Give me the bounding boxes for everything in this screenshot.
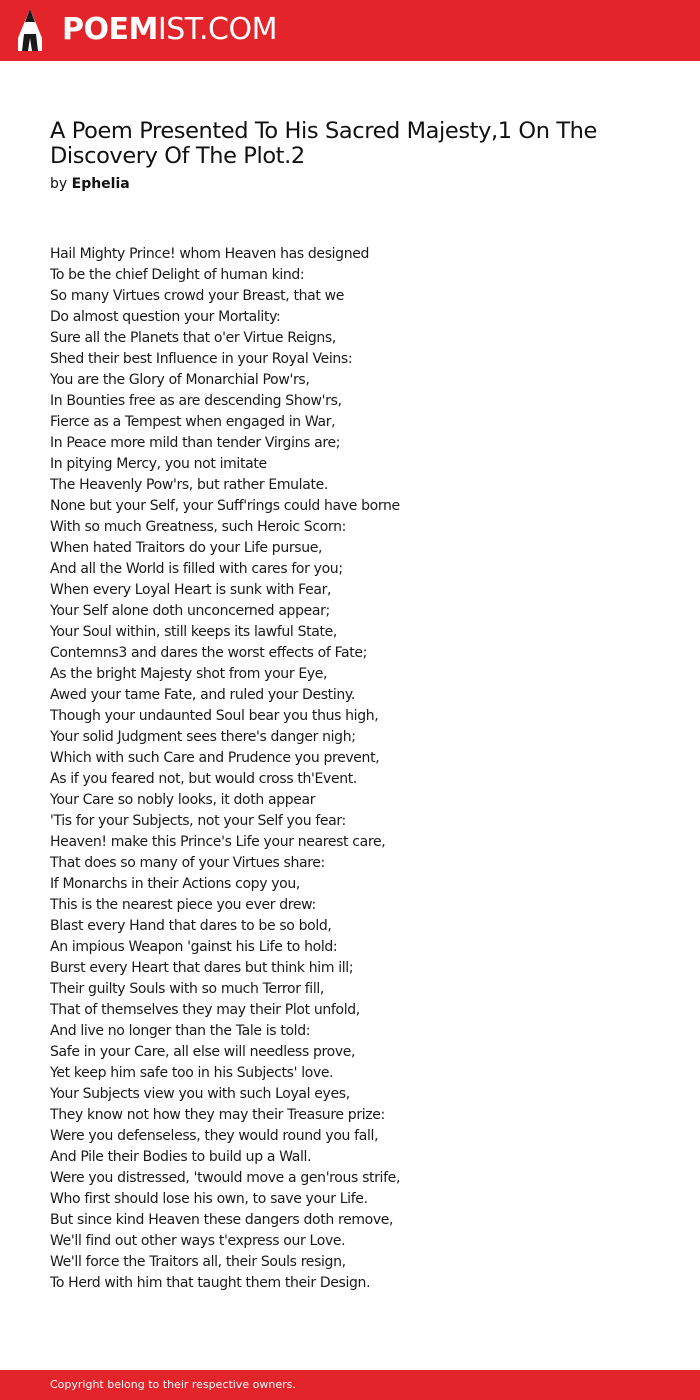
poem-line: Safe in your Care, all else will needless prove,: [50, 1044, 356, 1060]
poem-line: And all the World is filled with cares for you;: [50, 561, 343, 577]
poem-line: Your Subjects view you with such Loyal eyes,: [50, 1086, 350, 1102]
poem-line: In Bounties free as are descending Show'rs,: [50, 393, 342, 409]
poem-line: Contemns3 and dares the worst effects of Fate;: [50, 645, 367, 661]
pencil-icon[interactable]: [16, 8, 44, 52]
poem-line: Shed their best Influence in your Royal Veins:: [50, 351, 353, 367]
by-label: by: [50, 176, 68, 192]
poem-line: In Peace more mild than tender Virgins are;: [50, 435, 341, 451]
poem-line: Blast every Hand that dares to be so bold,: [50, 918, 332, 934]
site-header: [0, 0, 700, 61]
copyright-notice: Copyright belong to their respective owners.: [50, 1378, 296, 1391]
site-logo[interactable]: [62, 11, 277, 49]
poem-line: With so much Greatness, such Heroic Scorn:: [50, 519, 346, 535]
poem-line: 'Tis for your Subjects, not your Self you fear:: [50, 813, 346, 829]
poem-line: When every Loyal Heart is sunk with Fear,: [50, 582, 332, 598]
poem-line: Awed your tame Fate, and ruled your Destiny.: [50, 687, 355, 703]
poem-line: You are the Glory of Monarchial Pow'rs,: [50, 372, 310, 388]
poem-line: Their guilty Souls with so much Terror fill,: [50, 981, 325, 997]
poem-line: We'll force the Traitors all, their Souls resign,: [50, 1254, 346, 1270]
poem-line: Were you defenseless, they would round you fall,: [50, 1128, 379, 1144]
poem-line: As the bright Majesty shot from your Eye,: [50, 666, 328, 682]
poem-line: Heaven! make this Prince's Life your nearest care,: [50, 834, 386, 850]
poem-line: Though your undaunted Soul bear you thus high,: [50, 708, 379, 724]
poem-line: And Pile their Bodies to build up a Wall.: [50, 1149, 312, 1165]
poem-line: Your Self alone doth unconcerned appear;: [50, 603, 330, 619]
logo-text-light: IST.COM: [157, 12, 277, 47]
poem-line: Yet keep him safe too in his Subjects' love.: [50, 1065, 334, 1081]
poem-line: Which with such Care and Prudence you prevent,: [50, 750, 380, 766]
byline: [50, 175, 130, 193]
poem-line: None but your Self, your Suff'rings could have borne: [50, 498, 400, 514]
poem-line: Your Soul within, still keeps its lawful State,: [50, 624, 337, 640]
poem-line: If Monarchs in their Actions copy you,: [50, 876, 301, 892]
poem-line: Hail Mighty Prince! whom Heaven has designed: [50, 246, 370, 262]
site-footer: [0, 1370, 700, 1400]
poem-line: To be the chief Delight of human kind:: [50, 267, 305, 283]
poem-line: And live no longer than the Tale is told:: [50, 1023, 311, 1039]
poem-line: So many Virtues crowd your Breast, that we: [50, 288, 344, 304]
poem-line: When hated Traitors do your Life pursue,: [50, 540, 323, 556]
poem-line: An impious Weapon 'gainst his Life to hold:: [50, 939, 338, 955]
poem-line: We'll find out other ways t'express our Love.: [50, 1233, 346, 1249]
poem-line: Burst every Heart that dares but think him ill;: [50, 960, 354, 976]
poem-line: That of themselves they may their Plot unfold,: [50, 1002, 360, 1018]
poem-line: The Heavenly Pow'rs, but rather Emulate.: [50, 477, 328, 493]
poem-line: Fierce as a Tempest when engaged in War,: [50, 414, 336, 430]
poem-title: A Poem Presented To His Sacred Majesty,1 On The Discovery Of The Plot.2: [50, 118, 597, 169]
poem-line: In pitying Mercy, you not imitate: [50, 456, 267, 472]
poem-line: But since kind Heaven these dangers doth remove,: [50, 1212, 394, 1228]
poem-line: Who first should lose his own, to save your Life.: [50, 1191, 368, 1207]
poem-line: Were you distressed, 'twould move a gen'rous strife,: [50, 1170, 401, 1186]
poem-body: [50, 244, 670, 1294]
author-name: Ephelia: [71, 176, 130, 192]
poem-line: Your Care so nobly looks, it doth appear: [50, 792, 316, 808]
logo-text-bold: POEM: [62, 12, 158, 47]
poem-line: As if you feared not, but would cross th'Event.: [50, 771, 357, 787]
poem-line: Do almost question your Mortality:: [50, 309, 281, 325]
poem-line: This is the nearest piece you ever drew:: [50, 897, 316, 913]
poem-line: They know not how they may their Treasure prize:: [50, 1107, 385, 1123]
poem-line: Your solid Judgment sees there's danger nigh;: [50, 729, 356, 745]
poem-line: Sure all the Planets that o'er Virtue Reigns,: [50, 330, 336, 346]
poem-line: To Herd with him that taught them their Design.: [50, 1275, 371, 1291]
poem-line: That does so many of your Virtues share:: [50, 855, 325, 871]
